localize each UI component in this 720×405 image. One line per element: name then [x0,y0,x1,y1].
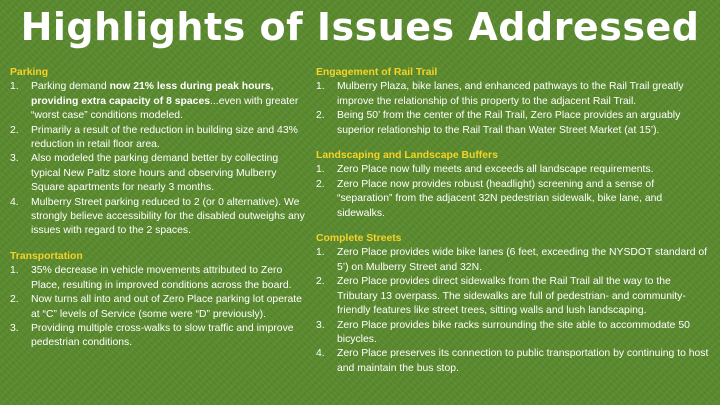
landscaping-list [316,163,712,221]
list-item [10,322,306,351]
item-text: Zero Place provides direct sidewalks from the Rail Trail all the way to the Tributary 13 overpass. The sidewalks are full of pedestrian- and community-friendly features like street trees, sitting walls and lush landscaping. [337,276,686,317]
list-item [10,293,306,322]
item-text: Mulberry Plaza, bike lanes, and enhanced pathways to the Rail Trail greatly improve the relationship of this property to the adjacent Rail Trail. [337,81,684,107]
transportation-list [10,264,306,350]
list-item [316,347,712,376]
item-text: Providing multiple cross-walks to slow traffic and improve pedestrian conditions. [31,322,294,349]
list-item [316,163,712,177]
list-item [10,264,306,293]
item-number: 2. [316,110,325,122]
item-text-bold: now 21% less during peak hours, providing extra capacity of 8 spaces [31,81,274,107]
item-number: 2. [10,124,19,136]
list-item [316,246,712,275]
transportation-section [10,250,306,351]
list-item [10,152,306,195]
parking-section [10,66,306,239]
item-text: Primarily a result of the reduction in building size and 43% reduction in retail floor area. [31,124,298,151]
rail-trail-list [316,80,712,138]
item-number: 1. [316,164,325,176]
item-number: 4. [10,196,19,208]
item-text [31,80,306,123]
item-text: Zero Place provides wide bike lanes (6 feet, exceeding the NYSDOT standard of 5’) on Mulberry Street and 32N. [337,247,708,273]
item-text: Zero Place provides bike racks surrounding the site able to accommodate 50 bicycles. [337,319,690,345]
item-text: Zero Place preserves its connection to public transportation by continuing to host and maintain the bus stop. [337,348,709,374]
item-text: Zero Place now fully meets and exceeds all landscape requirements. [337,164,654,176]
transportation-heading: Transportation [10,250,83,262]
item-number: 2. [316,276,325,288]
item-number: 2. [316,178,325,190]
list-item [10,80,306,123]
item-text-part: Parking demand [31,81,110,93]
item-number: 4. [316,348,325,360]
item-number: 1. [10,265,19,277]
item-text: Now turns all into and out of Zero Place parking lot operate at “C” levels of Service (some were “D” previously). [31,294,302,320]
list-item [316,319,712,348]
parking-list [10,80,306,238]
item-text: 35% decrease in vehicle movements attributed to Zero Place, resulting in improved conditions across the board. [31,265,292,291]
item-text: Being 50’ from the center of the Rail Trail, Zero Place provides an arguably superior relationship to the Rail Trail than Water Street Market (at 15’). [337,110,681,136]
item-number: 2. [10,294,19,306]
item-text: Also modeled the parking demand better by collecting typical New Paltz store hours and observing Mulberry Square apartments for nearly 3 months. [31,153,279,194]
item-number: 1. [316,247,325,259]
item-text: Zero Place now provides robust (headlight) screening and a sense of “separation” from the adjacent 32N pedestrian sidewalk, bike lane, and sidewalks. [337,178,663,219]
rail-trail-heading: Engagement of Rail Trail [316,67,438,78]
list-item [316,109,712,138]
item-number: 3. [10,322,19,334]
complete-streets-section [316,232,712,376]
slide-title: Highlights of Issues Addressed [20,5,700,49]
list-item [316,178,712,221]
list-item [316,80,712,109]
complete-streets-list [316,246,712,376]
list-item [316,275,712,318]
left-column [10,66,306,362]
item-number: 3. [316,319,325,331]
parking-heading: Parking [10,67,49,78]
item-text-part: ...even with greater “worst case” conditions modeled. [31,95,299,122]
landscaping-heading: Landscaping and Landscape Buffers [316,150,498,162]
rail-trail-section [316,66,712,138]
complete-streets-heading: Complete Streets [316,233,402,245]
item-number: 1. [10,81,19,93]
list-item [10,124,306,153]
item-text: Mulberry Street parking reduced to 2 (or 0 alternative). We strongly believe accessibility for the disabled outweighs any issues with regard to the 2 spaces. [31,196,305,237]
item-number: 3. [10,153,19,165]
right-column [316,66,712,387]
item-number: 1. [316,81,325,93]
list-item [10,196,306,239]
landscaping-section [316,149,712,221]
